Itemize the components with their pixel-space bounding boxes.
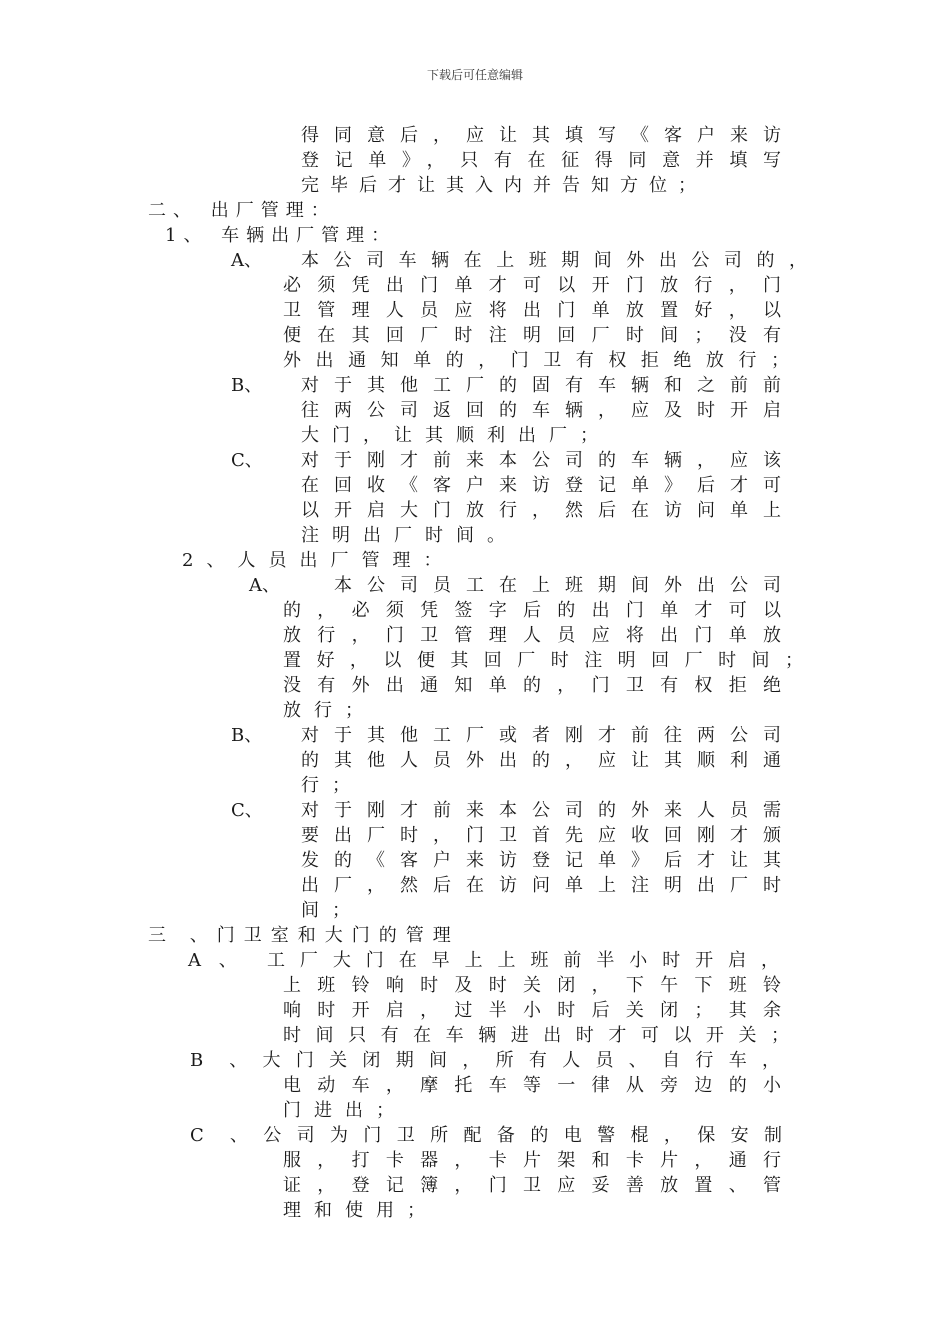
body-line: 电动车，摩托车等一律从旁边的小 <box>283 1075 787 1096</box>
body-line: 置好，以便其回厂时注明回厂时间； <box>283 650 809 671</box>
body-line: B 、大门关闭期间，所有人员、自行车， <box>190 1050 785 1071</box>
body-line: 对于其他工厂的固有车辆和之前前 <box>301 375 787 396</box>
body-line: 便在其回厂时注明回厂时间；没有 <box>283 325 787 346</box>
body-line: 完毕后才让其入内并告知方位； <box>301 175 707 196</box>
body-line: 得同意后，应让其填写《客户来访 <box>301 125 787 146</box>
body-line: 出厂，然后在访问单上注明出厂时 <box>301 875 787 896</box>
body-line: 本公司员工在上班期间外出公司 <box>334 575 787 596</box>
subsection-heading: 2、人员出厂管理： <box>182 550 455 571</box>
subsection-heading: 1、 车辆出厂管理： <box>165 225 397 246</box>
body-line: 的其他人员外出的，应让其顺利通 <box>301 750 787 771</box>
body-line: C 、公司为门卫所配备的电警棍，保安制 <box>190 1125 787 1146</box>
body-line: 对于刚才前来本公司的外来人员需 <box>301 800 787 821</box>
body-line: 没有外出通知单的，门卫有权拒绝 <box>283 675 787 696</box>
body-line: 对于刚才前来本公司的车辆，应该 <box>301 450 787 471</box>
body-line: 服，打卡器，卡片架和卡片，通行 <box>283 1150 787 1171</box>
body-line: 上班铃响时及时关闭，下午下班铃 <box>283 975 787 996</box>
body-line: 在回收《客户来访登记单》后才可 <box>301 475 787 496</box>
body-line: 时间只有在车辆进出时才可以开关； <box>283 1025 795 1046</box>
body-line: 发的《客户来访登记单》后才让其 <box>301 850 787 871</box>
body-line: 外出通知单的，门卫有权拒绝放行； <box>283 350 795 371</box>
body-line: 工厂大门在早上上班前半小时开启， <box>267 950 785 971</box>
body-line: 必须凭出门单才可以开门放行，门 <box>283 275 787 296</box>
item-marker: C、 <box>231 800 263 821</box>
body-line: 要出厂时，门卫首先应收回刚才颁 <box>301 825 787 846</box>
page-header: 下载后可任意编辑 <box>426 68 523 82</box>
body-line: 间； <box>301 900 363 921</box>
body-line: 注明出厂时间。 <box>301 525 518 546</box>
body-line: 的，必须凭签字后的出门单才可以 <box>283 600 787 621</box>
section-heading: 二、 出厂管理： <box>148 200 336 221</box>
section-heading: 三 、门卫室和大门的管理 <box>148 925 460 946</box>
body-line: 行； <box>301 775 363 796</box>
body-line: 登记单》，只有在征得同意并填写 <box>301 150 787 171</box>
item-marker: A、 <box>231 250 262 271</box>
item-marker: C、 <box>231 450 263 471</box>
body-line: 门进出； <box>283 1100 407 1121</box>
item-marker: B、 <box>231 725 263 746</box>
body-line: 放行； <box>283 700 376 721</box>
body-line: 响时开启，过半小时后关闭；其余 <box>283 1000 787 1021</box>
body-line: 对于其他工厂或者刚才前往两公司 <box>301 725 787 746</box>
item-marker: A 、 <box>188 950 243 971</box>
item-marker: B、 <box>231 375 263 396</box>
body-line: 以开启大门放行，然后在访问单上 <box>301 500 787 521</box>
body-line: 放行，门卫管理人员应将出门单放 <box>283 625 787 646</box>
body-line: 理和使用； <box>283 1200 438 1221</box>
body-line: 卫管理人员应将出门单放置好，以 <box>283 300 787 321</box>
body-line: 往两公司返回的车辆，应及时开启 <box>301 400 787 421</box>
body-line: 本公司车辆在上班期间外出公司的， <box>301 250 813 271</box>
body-line: 大门，让其顺利出厂； <box>301 425 611 446</box>
item-marker: A、 <box>249 575 280 596</box>
body-line: 证，登记簿，门卫应妥善放置、管 <box>283 1175 787 1196</box>
